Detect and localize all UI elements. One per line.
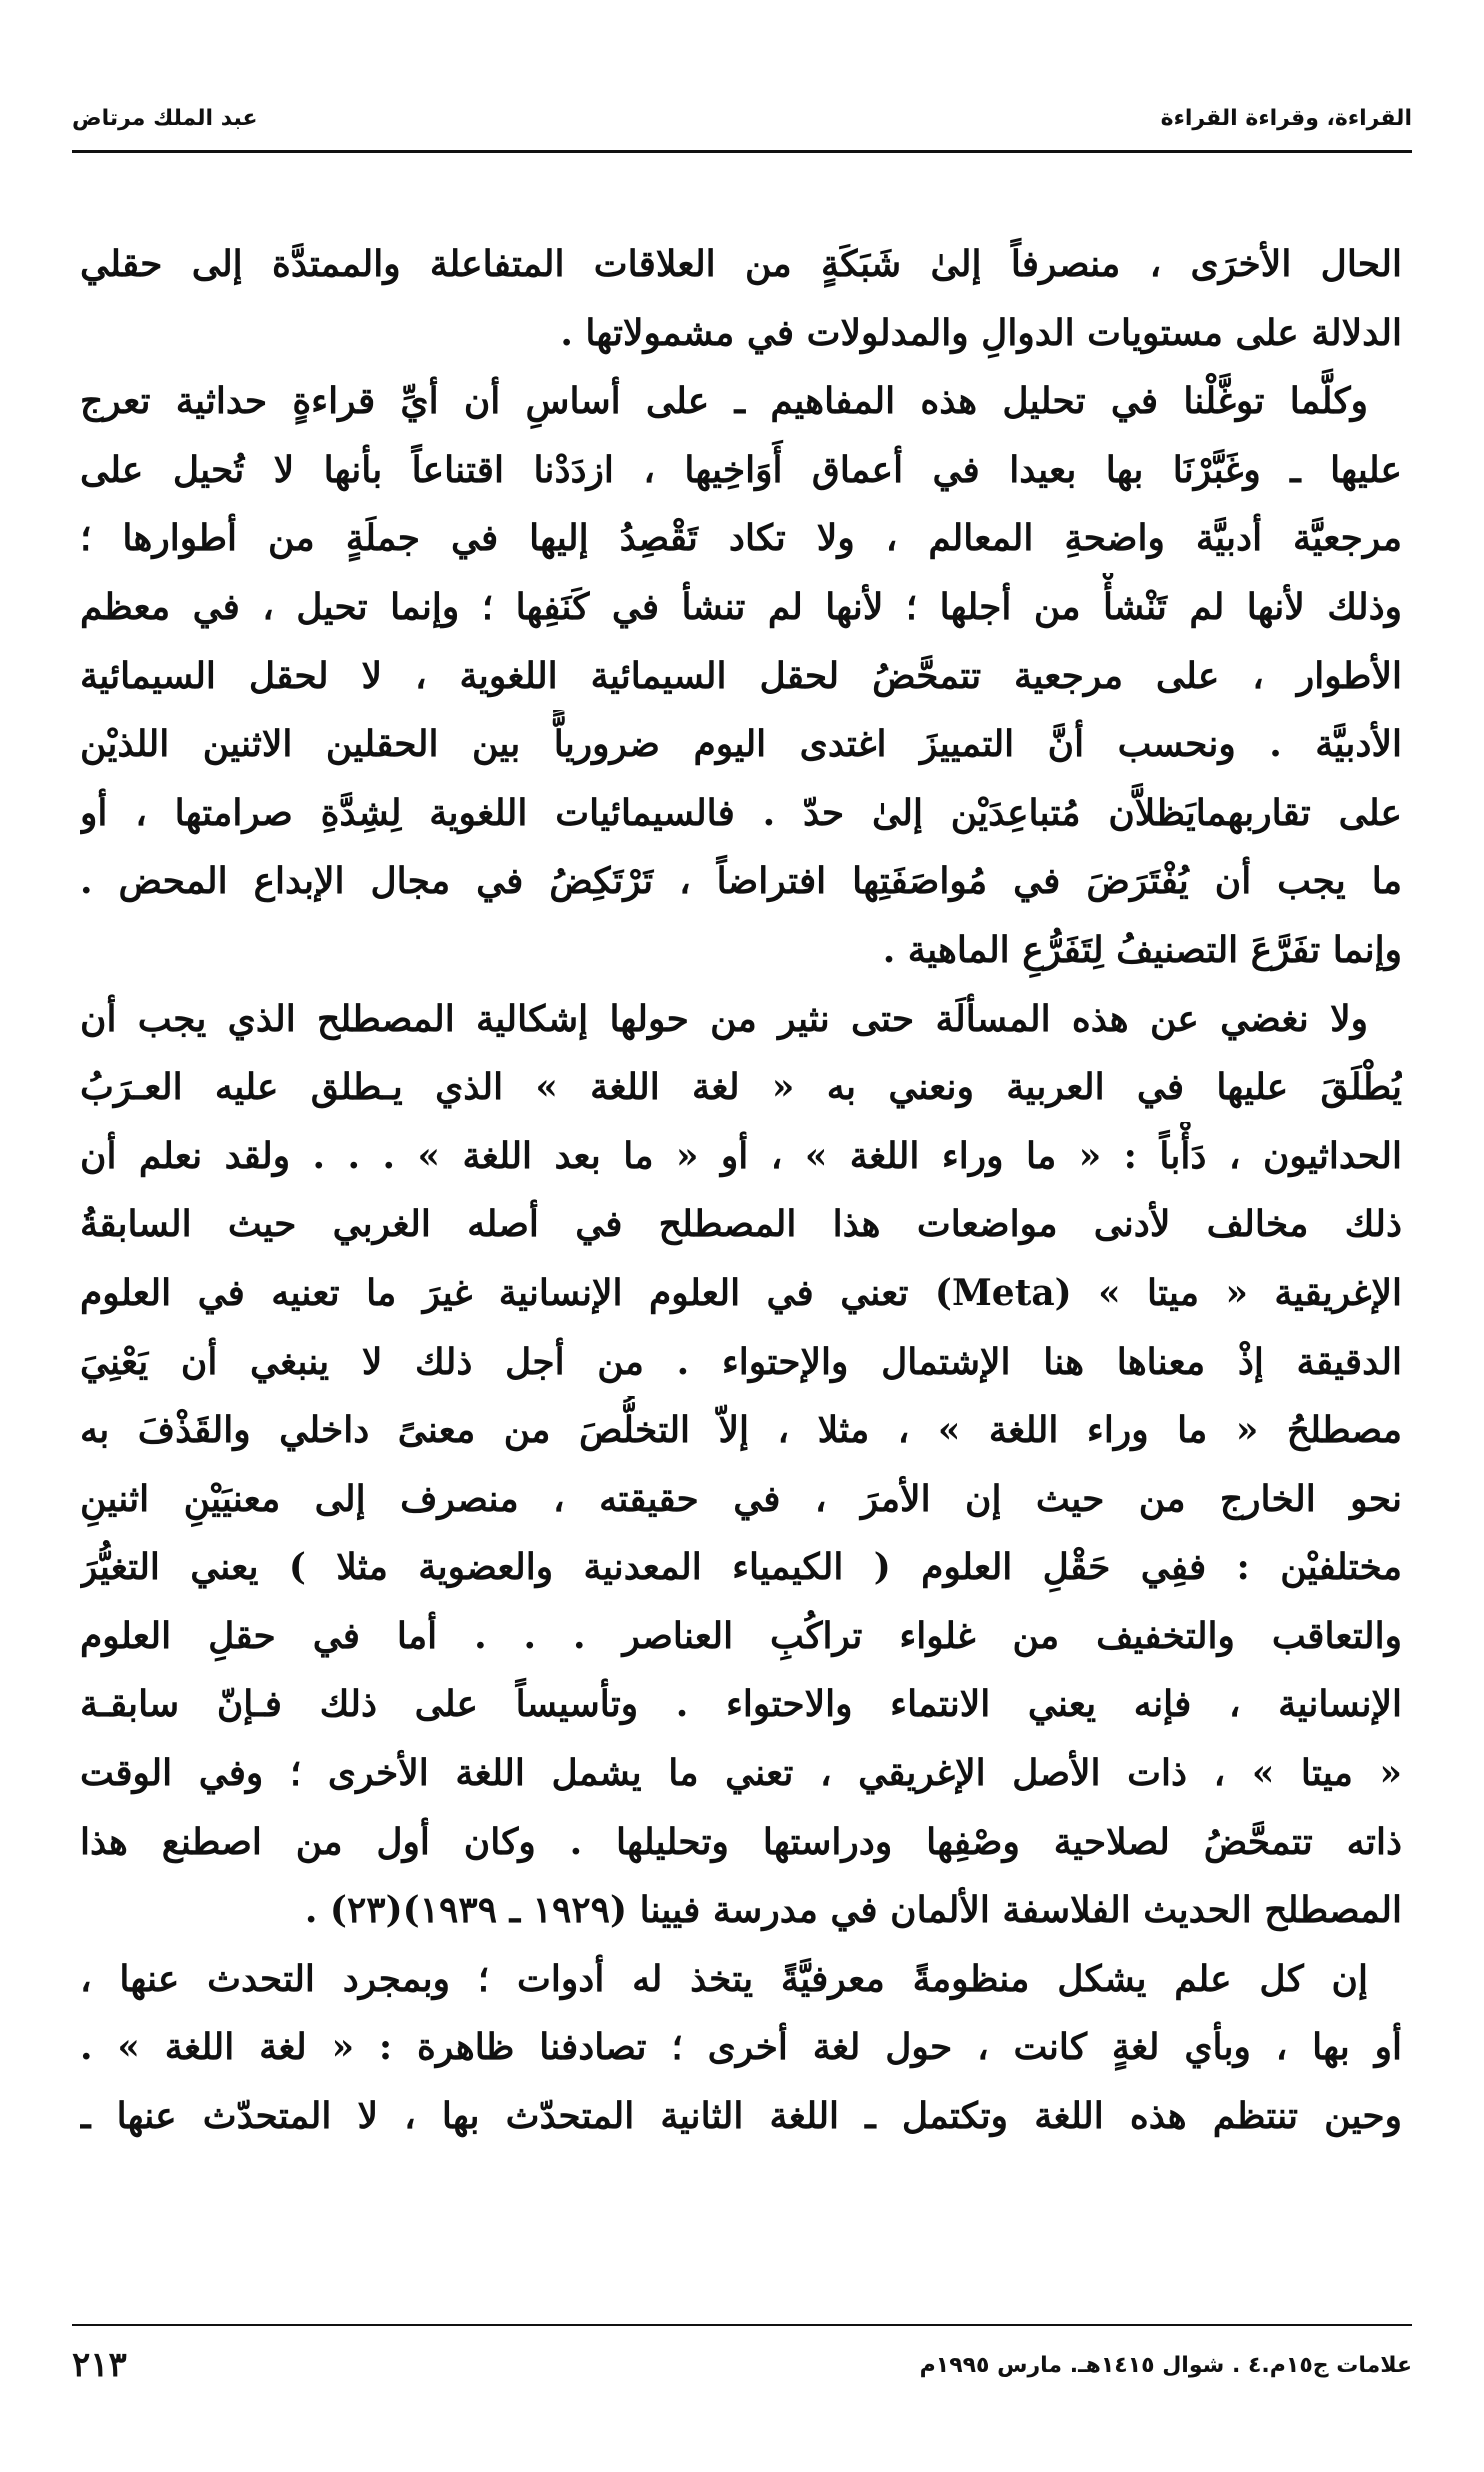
text-line: الحال الأخرَى ، منصرفاً إلىٰ شَبَكَةٍ من العلاقات المتفاعلة والممتدَّة إلى حقلي xyxy=(80,243,1402,285)
text-line: ما يجب أن يُفْتَرَضَ في مُواصَفَتِها افتراضاً ، تَرْتَكِضُ في مجال الإبداع المحض . xyxy=(80,860,1402,903)
text-line: على تقاربهمايَظلاَّن مُتباعِدَيْن إلىٰ حدّ . فالسيمائيات اللغوية لِشِدَّةِ صرامتها ، أو xyxy=(80,791,1402,834)
text-line: الإغريقية « ميتا » (Meta) تعني في العلوم الإنسانية غيرَ ما تعنيه في العلوم xyxy=(80,1271,1402,1314)
text-line: الدقيقة إذْ معناها هنا الإشتمال والإحتواء . من أجل ذلك لا ينبغي أن يَعْنِيَ xyxy=(80,1340,1402,1383)
text-line: المصطلح الحديث الفلاسفة الألمان في مدرسة فيينا (١٩٢٩ ـ ١٩٣٩)(٢٣) . xyxy=(304,1889,1402,1932)
text-line: ولا نغضي عن هذه المسألَة حتى نثير من حولها إشكالية المصطلح الذي يجب أن xyxy=(80,997,1368,1040)
text-line: ذلك مخالف لأدنى مواضعات هذا المصطلح في أصله الغربي حيث السابقةُ xyxy=(80,1203,1402,1246)
running-header xyxy=(72,96,1412,140)
text-line: وإنما تفَرَّعَ التصنيفُ لِتَفَرُّعِ الماهية . xyxy=(882,928,1402,971)
text-line: عليها ـ وغَبَّرْنَا بها بعيدا في أعماق أَوَاخِيها ، ازدَدْنا اقتناعاً بأنها لا تُحيل على xyxy=(80,448,1402,491)
text-line: « ميتا » ، ذات الأصل الإغريقي ، تعني ما يشمل اللغة الأخرى ؛ وفي الوقت xyxy=(80,1752,1402,1795)
text-line: يُطْلَقَ عليها في العربية ونعني به « لغة اللغة » الذي يـطلق عليه العـرَبُ xyxy=(80,1066,1402,1109)
text-line: وذلك لأنها لم تَنْشأْ من أجلها ؛ لأنها لم تنشأ في كَنَفِها ؛ وإنما تحيل ، في معظم xyxy=(80,585,1402,628)
text-line: مختلفيْن : ففِي حَقْلِ العلوم ( الكيمياء المعدنية والعضوية مثلا ) يعني التغيُّرَ xyxy=(80,1546,1402,1589)
body-text xyxy=(80,230,1402,2151)
text-line: وكلَّما توغَّلْنا في تحليل هذه المفاهيم ـ على أساسِ أن أيِّ قراءةٍ حداثية تعرج xyxy=(80,380,1368,423)
text-line: وحين تنتظم هذه اللغة وتكتمل ـ اللغة الثانية المتحدّث بها ، لا المتحدّث عنها ـ xyxy=(80,2095,1402,2138)
text-line: الحداثيون ، دَأْباً : « ما وراء اللغة » ، أو « ما بعد اللغة » . . . ولقد نعلم أن xyxy=(80,1134,1402,1177)
text-line: الأطوار ، على مرجعية تتمحَّضُ لحقل السيمائية اللغوية ، لا لحقل السيمائية xyxy=(80,654,1402,697)
text-line: مرجعيَّة أدبيَّة واضحةِ المعالم ، ولا تكاد تَقْصِدُ إليها في جملَةٍ من أطوارها ؛ xyxy=(80,517,1402,560)
text-line: والتعاقب والتخفيف من غلواء تراكُبِ العناصر . . . أما في حقلِ العلوم xyxy=(80,1614,1402,1657)
header-divider xyxy=(72,150,1412,153)
text-line: مصطلحُ « ما وراء اللغة » ، مثلا ، إلاّ التخلُّصَ من معنىً داخلي والقَذْفَ به xyxy=(80,1409,1402,1452)
header-author-name: عبد الملك مرتاض xyxy=(72,105,258,131)
text-line: الدلالة على مستويات الدوالِ والمدلولات في مشمولاتها . xyxy=(560,311,1402,354)
text-line: أو بها ، وبأي لغةٍ كانت ، حول لغة أخرى ؛ تصادفنا ظاهرة : « لغة اللغة » . xyxy=(80,2026,1402,2069)
footer-citation: علامات ج١٥م.٤ . شوال ١٤١٥هـ. مارس ١٩٩٥م xyxy=(919,2352,1412,2378)
text-line: الأدبيَّة . ونحسب أنَّ التمييزَ اغتدى اليوم ضرورياًّ بين الحقلين الاثنين اللذيْن xyxy=(80,723,1402,766)
header-section-title: القراءة، وقراءة القراءة xyxy=(1160,105,1412,131)
text-line: الإنسانية ، فإنه يعني الانتماء والاحتواء . وتأسيساً على ذلك فـإنّ سابقـة xyxy=(80,1683,1402,1726)
running-footer xyxy=(72,2340,1412,2390)
text-line: إن كل علم يشكل منظومةً معرفيَّةً يتخذ له أدوات ؛ وبمجرد التحدث عنها ، xyxy=(80,1957,1368,2000)
footer-divider xyxy=(72,2324,1412,2326)
text-line: ذاته تتمحَّضُ لصلاحية وصْفِها ودراستها وتحليلها . وكان أول من اصطنع هذا xyxy=(80,1820,1402,1863)
page-number: ٢١٣ xyxy=(72,2345,127,2385)
text-line: نحو الخارج من حيث إن الأمرَ ، في حقيقته ، منصرف إلى معنيَيْنِ اثنينِ xyxy=(80,1477,1402,1520)
